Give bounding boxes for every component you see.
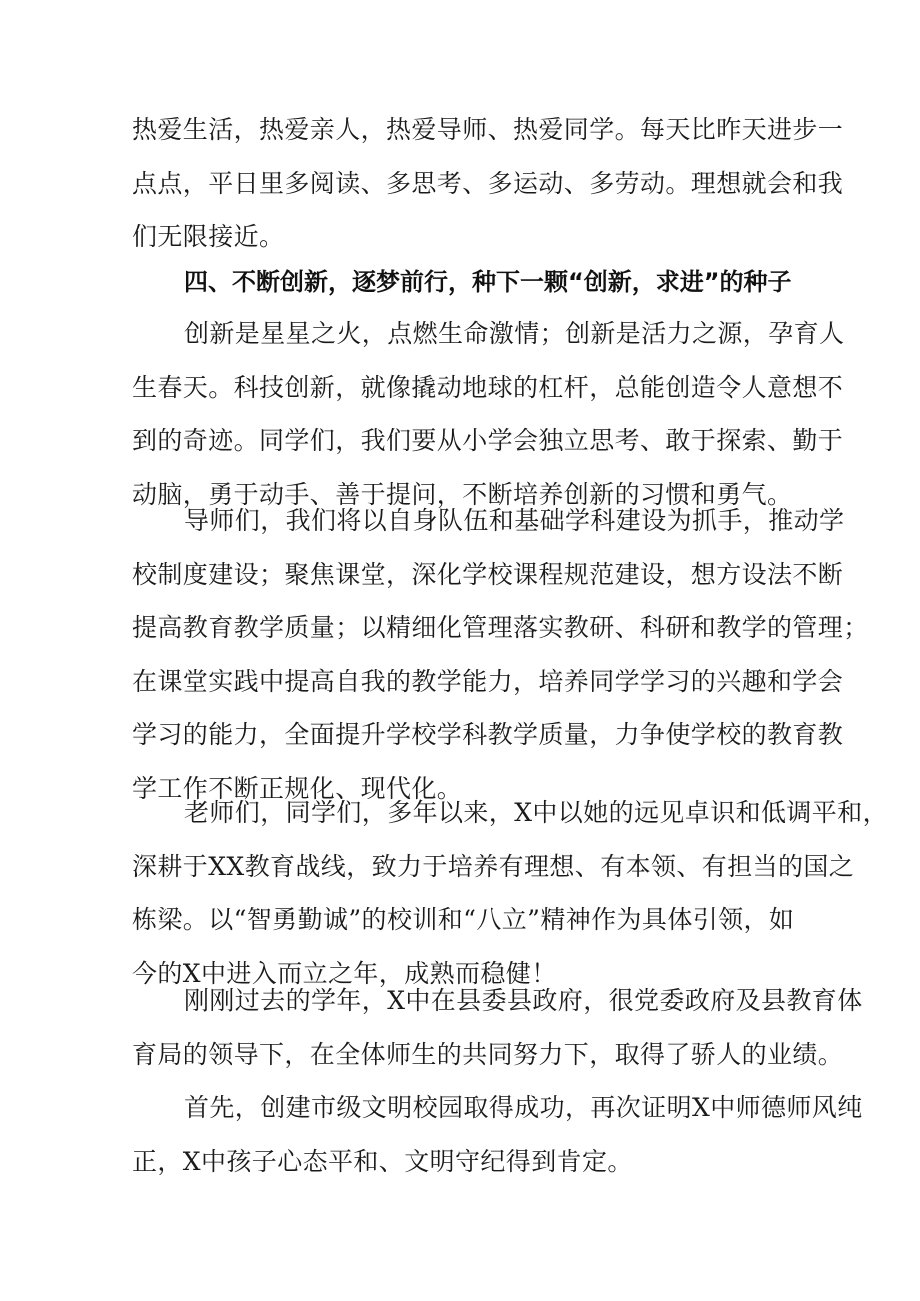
section-heading: 四、不断创新，逐梦前行，种下一颗“创新，求进”的种子 [184,268,792,296]
text-line: 学工作不断正规化、现代化。 [132,773,463,803]
paragraph-year [132,974,863,1081]
text-line: 动脑，勇于动手、善于提问，不断培养创新的习惯和勇气。 [132,479,793,509]
text-line: 刚刚过去的学年，X中在县委县政府，很党委政府及县教育体 [184,986,863,1015]
text-line: 学习的能力，全面提升学校学科教学质量，力争使学校的教育教 [132,720,844,749]
text-line: 们无限接近。 [132,222,285,251]
text-line: 栋梁。以“智勇勤诚”的校训和“八立”精神作为具体引领，如 [132,905,795,934]
text-line: 老师们，同学们，多年以来，X中以她的远见卓识和低调平和， [184,798,889,827]
text-line: 点点，平日里多阅读、多思考、多运动、多劳动。理想就会和我 [132,168,844,198]
text-line: 创新是星星之火，点燃生命激情；创新是活力之源，孕育人 [184,319,845,348]
paragraph-mentors [132,494,869,815]
text-line: 校制度建设；聚焦课堂，深化学校课程规范建设，想方设法不断 [132,559,844,589]
text-line: 到的奇迹。同学们，我们要从小学会独立思考、敢于探索、勤于 [132,426,844,455]
text-line: 热爱生活，热爱亲人，热爱导师、热爱同学。每天比昨天进步一 [132,115,844,144]
text-line: 提高教育教学质量；以精细化管理落实教研、科研和教学的管理； [132,613,869,642]
text-line: 今的X中进入而立之年，成熟而稳健！ [132,958,557,988]
text-line: 正，X中孩子心态平和、文明守纪得到肯定。 [132,1146,633,1176]
paragraph-intro [132,103,844,264]
text-line: 深耕于XX教育战线，致力于培养有理想、有本领、有担当的国之 [132,851,855,881]
text-line: 育局的领导下，在全体师生的共同努力下，取得了骄人的业绩。 [132,1039,844,1069]
paragraph-first [132,1081,863,1188]
paragraph-school [132,786,889,1000]
text-line: 在课堂实践中提高自我的教学能力，培养同学学习的兴趣和学会 [132,666,844,696]
text-line: 生春天。科技创新，就像撬动地球的杠杆，总能创造令人意想不 [132,372,844,402]
text-line: 首先，创建市级文明校园取得成功，再次证明X中师德师风纯 [184,1093,863,1122]
text-line: 导师们，我们将以自身队伍和基础学科建设为抓手，推动学 [184,506,845,535]
